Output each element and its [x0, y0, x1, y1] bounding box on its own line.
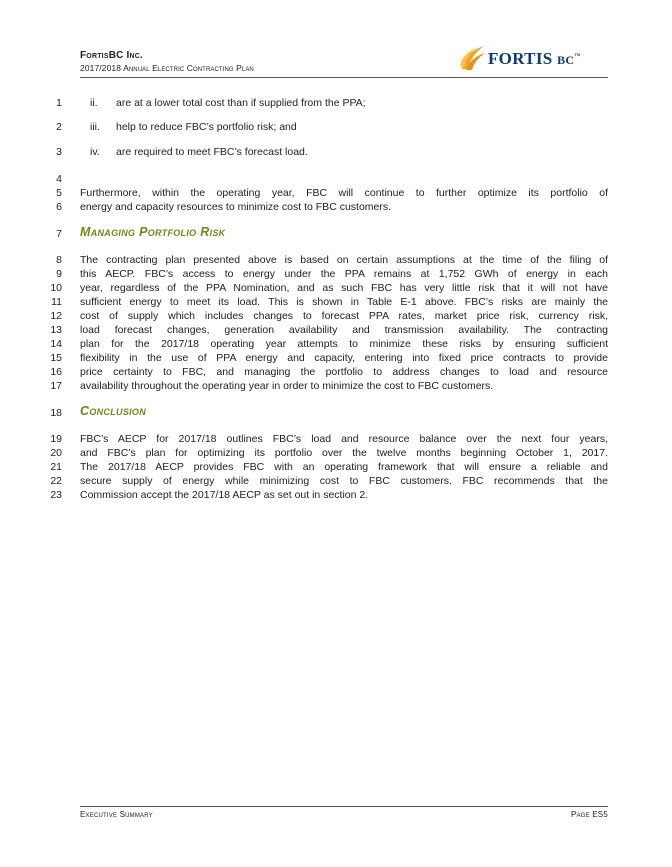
- paragraph-line: energy and capacity resources to minimize cost to FBC customers.: [80, 201, 392, 213]
- paragraph-line: plan for the 2017/18 operating year attempts to minimize these risks by ensuring sufficient: [80, 338, 608, 350]
- footer-section-title: Executive Summary: [80, 810, 153, 819]
- header-rule: [80, 77, 608, 78]
- paragraph-line: The contracting plan presented above is based on certain assumptions at the time of the filing of: [80, 254, 608, 266]
- line-number: 7: [56, 228, 62, 240]
- paragraph-line: sufficient energy to meet its load. This is shown in Table E-1 above. FBC’s risks are mainly the: [80, 296, 608, 308]
- line-number: 23: [50, 489, 62, 501]
- line-number: 6: [56, 201, 62, 213]
- page-header: [80, 50, 608, 78]
- logo-suffix: BC: [557, 53, 575, 67]
- list-item-text: are at a lower total cost than if supplied from the PPA;: [116, 97, 366, 109]
- paragraph-line: secure supply of energy while minimizing cost to FBC customers. FBC recommends that the: [80, 475, 608, 487]
- list-marker: iv.: [90, 146, 100, 158]
- paragraph-line: Furthermore, within the operating year, FBC will continue to further optimize its portfolio of: [80, 187, 608, 199]
- line-number: 14: [50, 338, 62, 350]
- paragraph-line: availability throughout the operating year in order to minimize the cost to FBC customers.: [80, 380, 494, 392]
- line-number: 9: [56, 268, 62, 280]
- section-heading: Managing Portfolio Risk: [80, 225, 226, 239]
- section-heading: Conclusion: [80, 404, 147, 418]
- paragraph-line: FBC’s AECP for 2017/18 outlines FBC’s load and resource balance over the next four years,: [80, 433, 608, 445]
- line-number: 10: [50, 282, 62, 294]
- line-number: 11: [51, 296, 62, 308]
- line-number: 18: [50, 407, 62, 419]
- logo-tm: ™: [574, 53, 581, 60]
- paragraph-line: flexibility in the use of PPA energy and capacity, entering into fixed price contracts to provide: [80, 352, 608, 364]
- logo-wordmark: [488, 49, 581, 69]
- line-number: 22: [50, 475, 62, 487]
- paragraph-line: and FBC’s plan for optimizing its portfolio over the twelve months beginning October 1, 2017.: [80, 447, 608, 459]
- line-number: 2: [56, 121, 62, 133]
- list-marker: ii.: [90, 97, 98, 109]
- paragraph-line: price certainty to FBC, and managing the portfolio to address changes to load and resource: [80, 366, 608, 378]
- line-number: 13: [50, 324, 62, 336]
- line-number: 19: [50, 433, 62, 445]
- paragraph-line: this AECP. FBC’s access to energy under the PPA remains at 1,752 GWh of energy in each: [80, 268, 608, 280]
- logo-text: FORTIS: [488, 49, 553, 68]
- line-number: 15: [50, 352, 62, 364]
- line-number: 16: [50, 366, 62, 378]
- paragraph-line: Commission accept the 2017/18 AECP as set out in section 2.: [80, 489, 369, 501]
- paragraph-line: year, regardless of the PPA Nomination, and as such FBC has very little risk that it will not have: [80, 282, 608, 294]
- line-number: 1: [56, 97, 62, 109]
- line-number: 4: [56, 173, 62, 185]
- line-number: 17: [50, 380, 62, 392]
- fortisbc-logo: [458, 42, 608, 72]
- line-number: 3: [56, 146, 62, 158]
- paragraph-line: cost of supply which includes changes to forecast PPA rates, market price risk, currency risk,: [80, 310, 608, 322]
- line-number: 20: [50, 447, 62, 459]
- header-subtitle: 2017/2018 Annual Electric Contracting Plan: [80, 63, 254, 73]
- list-marker: iii.: [90, 121, 100, 133]
- list-item-text: are required to meet FBC’s forecast load.: [116, 146, 308, 158]
- flame-logo-icon: [458, 42, 486, 72]
- footer-rule: [80, 806, 608, 807]
- footer-page-number: Page ES5: [571, 810, 608, 819]
- paragraph-line: The 2017/18 AECP provides FBC with an operating framework that will ensure a reliable and: [80, 461, 608, 473]
- line-number: 8: [56, 254, 62, 266]
- line-number: 21: [50, 461, 62, 473]
- list-item-text: help to reduce FBC’s portfolio risk; and: [116, 121, 297, 133]
- line-number: 12: [50, 310, 62, 322]
- line-number: 5: [56, 187, 62, 199]
- header-company: FortisBC Inc.: [80, 50, 143, 61]
- paragraph-line: load forecast changes, generation availability and transmission availability. The contracting: [80, 324, 608, 336]
